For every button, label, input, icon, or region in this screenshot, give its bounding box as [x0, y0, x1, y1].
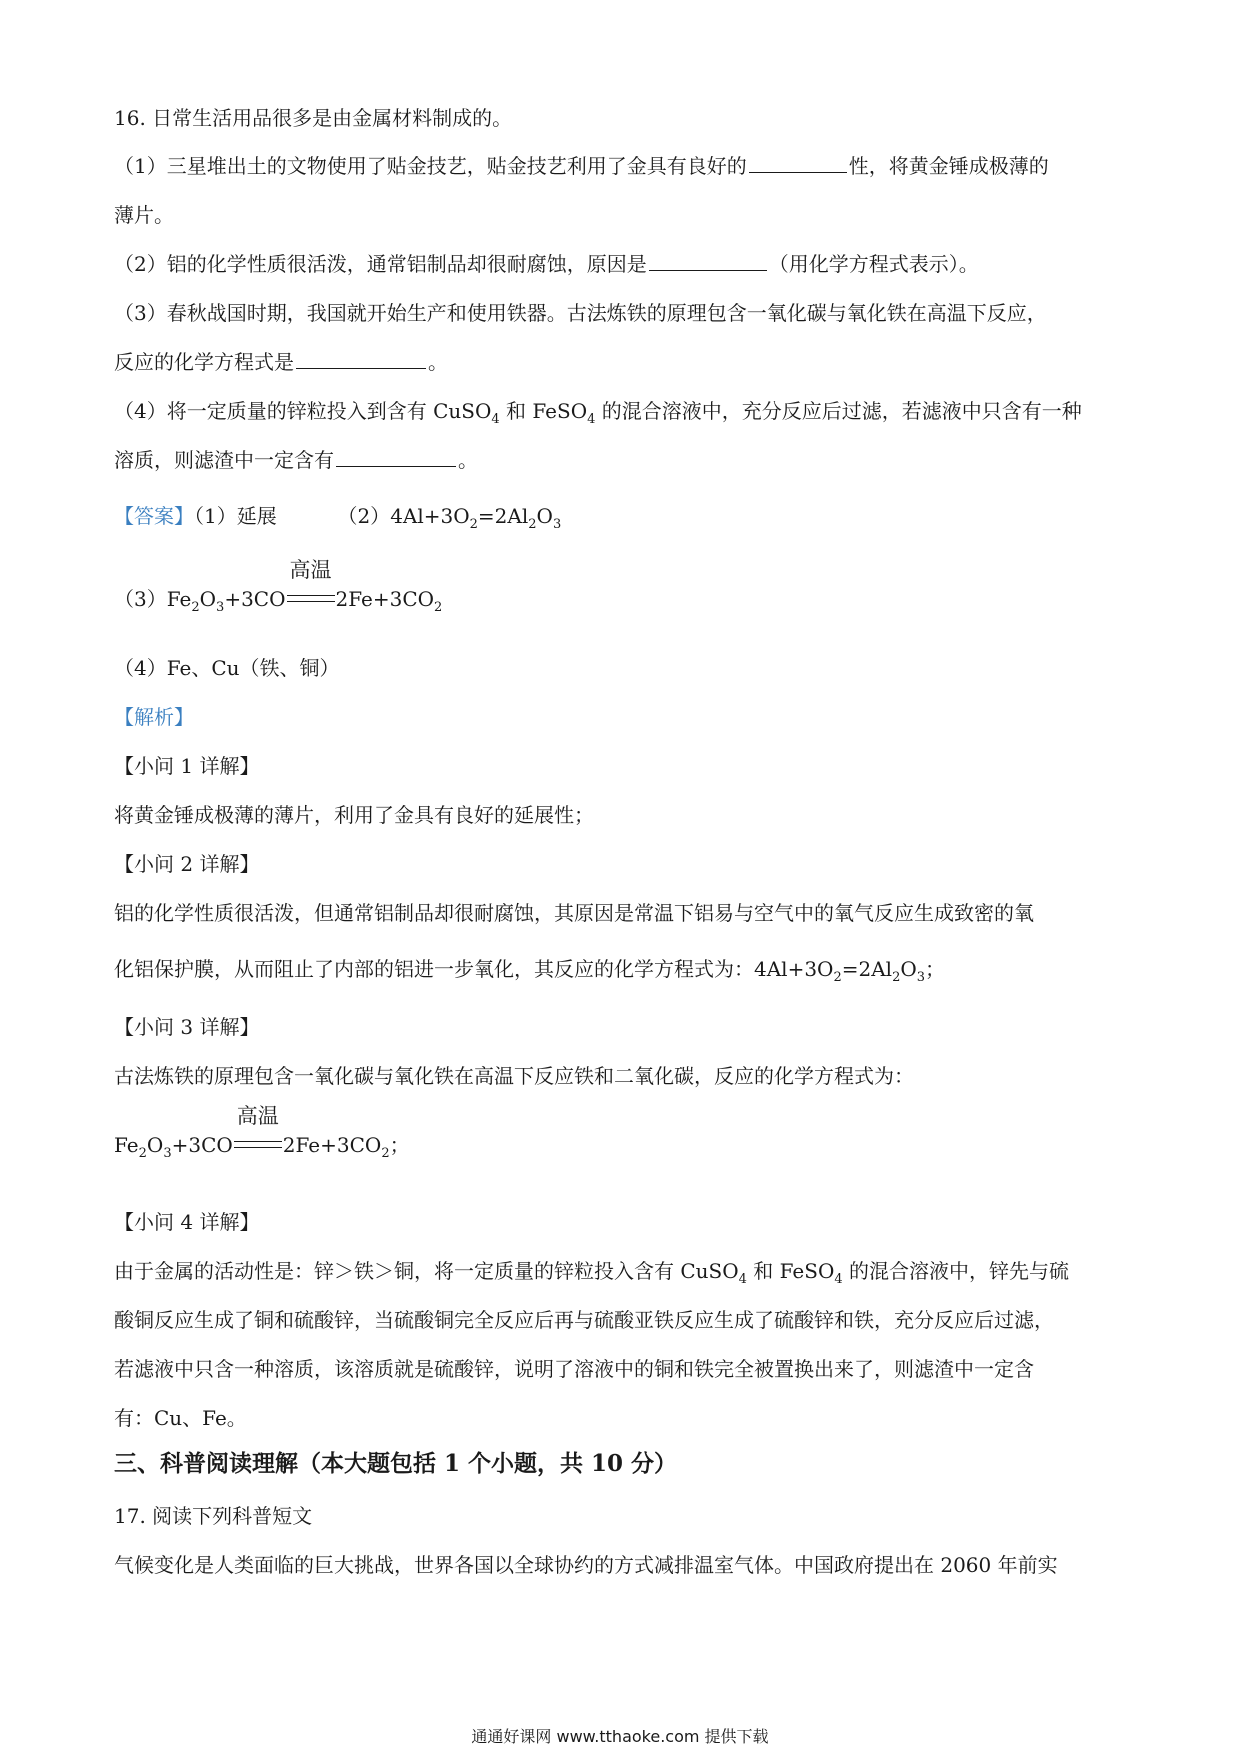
analysis-text-4c: 若滤液中只含一种溶质，该溶质就是硫酸锌，说明了溶液中的铜和铁完全被置换出来了，则滤渣中一定含	[114, 1357, 1034, 1381]
q16-title: 16. 日常生活用品很多是由金属材料制成的。	[114, 106, 513, 130]
analysis-text-3: 古法炼铁的原理包含一氧化碳与氧化铁在高温下反应铁和二氧化碳，反应的化学方程式为：	[114, 1064, 914, 1088]
section-heading: 三、科普阅读理解（本大题包括 1 个小题，共 10 分）	[114, 1450, 678, 1477]
analysis-text-2a: 铝的化学性质很活泼，但通常铝制品却很耐腐蚀，其原因是常温下铝易与空气中的氧气反应生成致密的氧	[114, 901, 1034, 925]
analysis-text-4a: 由于金属的活动性是：锌＞铁＞铜，将一定质量的锌粒投入含有 CuSO$_4$ 和 FeSO$_4$ 的混合溶液中，锌先与硫	[114, 1259, 1069, 1287]
q16-part3-cont: 反应的化学方程式是 。	[114, 350, 448, 374]
equation-al: $4Al+3O_2=2Al_2O_3$	[390, 504, 562, 532]
condition-label: 高温	[236, 1104, 279, 1128]
analysis-text-2b: 化铝保护膜，从而阻止了内部的铝进一步氧化，其反应的化学方程式为：$4Al+3O_2=2Al_2O_3$；	[114, 957, 946, 985]
q16-part4-cont: 溶质，则滤渣中一定含有 。	[114, 448, 478, 472]
q16-part2: （2）铝的化学性质很活泼，通常铝制品却很耐腐蚀，原因是 （用化学方程式表示）。	[114, 252, 979, 276]
answer-blank[interactable]	[649, 250, 767, 271]
q17-title: 17. 阅读下列科普短文	[114, 1504, 313, 1528]
condition-label: 高温	[289, 558, 332, 582]
answer-blank[interactable]	[749, 152, 847, 173]
analysis-tag: 【解析】	[114, 705, 194, 729]
sub-heading-2: 【小问 2 详解】	[114, 852, 260, 876]
q16-part1: （1）三星堆出土的文物使用了贴金技艺，贴金技艺利用了金具有良好的 性，将黄金锤成极薄的	[114, 154, 1049, 178]
q17-paragraph: 气候变化是人类面临的巨大挑战，世界各国以全球协约的方式减排温室气体。中国政府提出在 2060 年前实	[114, 1553, 1058, 1577]
answer-line-1: 【答案】（1）延展 $(2)4Al+3O_2=2Al_2O_3$	[114, 504, 562, 532]
sub-heading-1: 【小问 1 详解】	[114, 754, 260, 778]
analysis-text-1: 将黄金锤成极薄的薄片，利用了金具有良好的延展性；	[114, 803, 594, 827]
q16-part1-cont: 薄片。	[114, 203, 174, 227]
page-footer: 通通好课网 www.tthaoke.com 提供下载	[471, 1727, 769, 1746]
equation-fe: $Fe_2O_3+3CO$ 高温 $2Fe+3CO_2$	[166, 558, 443, 615]
analysis-text-4b: 酸铜反应生成了铜和硫酸锌，当硫酸铜完全反应后再与硫酸亚铁反应生成了硫酸锌和铁，充分反应后过滤，	[114, 1308, 1054, 1332]
answer-blank[interactable]	[296, 348, 426, 369]
equation-fe-repeat: $Fe_2O_3+3CO$ 高温 $2Fe+3CO_2$	[114, 1104, 390, 1161]
sub-heading-4: 【小问 4 详解】	[114, 1210, 260, 1234]
answer-tag: 【答案】	[114, 504, 194, 528]
q16-part4: （4）将一定质量的锌粒投入到含有 CuSO$_4$ 和 FeSO$_4$ 的混合溶液中，充分反应后过滤，若滤液中只含有一种	[114, 399, 1082, 427]
analysis-text-4d: 有：Cu、Fe。	[114, 1406, 247, 1430]
equation-al-repeat: $4Al+3O_2=2Al_2O_3$	[754, 957, 926, 985]
sub-heading-3: 【小问 3 详解】	[114, 1015, 260, 1039]
answer-line-4: （4）Fe、Cu（铁、铜）	[114, 656, 340, 680]
analysis-equation-3: $Fe_2O_3+3CO$ 高温 $2Fe+3CO_2$；	[114, 1104, 410, 1161]
answer-blank[interactable]	[336, 446, 456, 467]
q16-part3: （3）春秋战国时期，我国就开始生产和使用铁器。古法炼铁的原理包含一氧化碳与氧化铁在高温下反应，	[114, 301, 1047, 325]
answer-line-3: $(3)Fe_2O_3+3CO$ 高温 $2Fe+3CO_2$	[114, 558, 443, 615]
